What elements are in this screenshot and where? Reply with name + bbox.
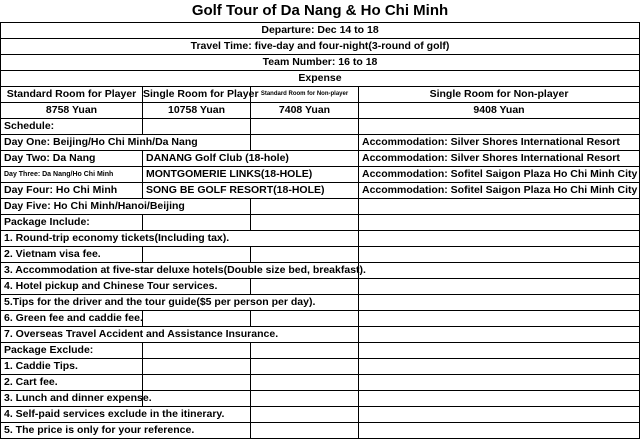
schedule-day-row <box>1 151 640 167</box>
include-item-row <box>1 247 640 263</box>
accommodation-cell: Accommodation: Silver Shores International Resort <box>359 135 640 151</box>
empty-cell <box>251 359 359 375</box>
golf-text: MONTGOMERIE LINKS(18-HOLE) <box>146 168 313 180</box>
expense-label: Expense <box>1 71 640 87</box>
empty-cell <box>359 263 640 279</box>
empty-cell <box>359 391 640 407</box>
itinerary-table <box>0 22 640 439</box>
empty-cell <box>359 343 640 359</box>
empty-cell <box>359 247 640 263</box>
empty-cell <box>143 391 251 407</box>
expense-price-row <box>1 103 640 119</box>
exclude-item-row <box>1 359 640 375</box>
include-item-row <box>1 311 640 327</box>
include-item: 1. Round-trip economy tickets(Including tax). <box>1 231 359 247</box>
golf-cell <box>143 151 289 167</box>
team-number-cell: Team Number: 16 to 18 <box>1 55 640 71</box>
day-cell <box>1 199 185 215</box>
empty-cell <box>359 295 640 311</box>
include-item-row <box>1 295 640 311</box>
exclude-item: 3. Lunch and dinner expense. <box>1 391 143 407</box>
include-item: 3. Accommodation at five-star deluxe hotels(Double size bed, breakfast). <box>1 263 359 279</box>
accommodation-cell: Accommodation: Sofitel Saigon Plaza Ho Chi Minh City <box>359 183 640 199</box>
empty-cell <box>359 119 640 135</box>
empty-cell <box>143 343 251 359</box>
empty-cell <box>251 407 359 423</box>
empty-cell <box>143 359 251 375</box>
empty-cell <box>251 279 359 295</box>
price-cell: 9408 Yuan <box>359 103 640 119</box>
empty-cell <box>251 311 359 327</box>
empty-cell <box>359 231 640 247</box>
travel-time-row <box>1 39 640 55</box>
day-cell: Day Four: Ho Chi Minh <box>1 183 143 199</box>
empty-cell <box>359 359 640 375</box>
expense-header-cell: Standard Room for Player <box>1 87 143 103</box>
include-item-row <box>1 263 640 279</box>
empty-cell <box>143 311 251 327</box>
empty-cell <box>359 279 640 295</box>
golf-text: DANANG Golf Club (18-hole) <box>146 152 289 164</box>
include-item: 2. Vietnam visa fee. <box>1 247 143 263</box>
package-include-label-row <box>1 215 640 231</box>
package-include-label: Package Include: <box>1 215 143 231</box>
exclude-item: 5. The price is only for your reference. <box>1 423 251 439</box>
empty-cell <box>251 119 359 135</box>
expense-row <box>1 71 640 87</box>
empty-cell <box>359 375 640 391</box>
empty-cell <box>359 215 640 231</box>
include-item: 7. Overseas Travel Accident and Assistance Insurance. <box>1 327 359 343</box>
price-cell: 8758 Yuan <box>1 103 143 119</box>
accommodation-cell: Accommodation: Sofitel Saigon Plaza Ho Chi Minh City <box>359 167 640 183</box>
schedule-day-row <box>1 135 640 151</box>
empty-cell <box>251 247 359 263</box>
include-item: 4. Hotel pickup and Chinese Tour services. <box>1 279 251 295</box>
exclude-item-row <box>1 423 640 439</box>
include-item: 6. Green fee and caddie fee. <box>1 311 143 327</box>
include-item-row <box>1 231 640 247</box>
empty-cell <box>251 215 359 231</box>
schedule-day-row <box>1 183 640 199</box>
golf-cell <box>143 183 325 199</box>
exclude-item-row <box>1 375 640 391</box>
package-exclude-label: Package Exclude: <box>1 343 143 359</box>
day-text: Day Five: Ho Chi Minh/Hanoi/Beijing <box>4 200 185 212</box>
empty-cell <box>143 247 251 263</box>
empty-cell <box>251 199 359 215</box>
empty-cell <box>359 423 640 439</box>
day-cell: Day Three: Da Nang/Ho Chi Minh <box>1 167 143 183</box>
empty-cell <box>359 327 640 343</box>
golf-cell <box>143 167 313 183</box>
empty-cell <box>143 375 251 391</box>
include-item-row <box>1 327 640 343</box>
exclude-item: 1. Caddie Tips. <box>1 359 143 375</box>
page-title: Golf Tour of Da Nang & Ho Chi Minh <box>191 2 449 19</box>
exclude-item-row <box>1 407 640 423</box>
empty-cell <box>143 215 251 231</box>
team-number-row <box>1 55 640 71</box>
schedule-day-row <box>1 167 640 183</box>
departure-row <box>1 23 640 39</box>
golf-text: SONG BE GOLF RESORT(18-HOLE) <box>146 184 325 196</box>
price-cell: 10758 Yuan <box>143 103 251 119</box>
travel-time-cell: Travel Time: five-day and four-night(3-round of golf) <box>1 39 640 55</box>
package-exclude-label-row <box>1 343 640 359</box>
schedule-label: Schedule: <box>1 119 143 135</box>
day-cell <box>1 135 198 151</box>
accommodation-cell: Accommodation: Silver Shores International Resort <box>359 151 640 167</box>
empty-cell <box>359 407 640 423</box>
expense-header-cell: Single Room for Player <box>143 87 251 103</box>
departure-cell: Departure: Dec 14 to 18 <box>1 23 640 39</box>
day-cell: Day Two: Da Nang <box>1 151 143 167</box>
accommodation-cell <box>359 199 640 215</box>
price-cell: 7408 Yuan <box>251 103 359 119</box>
empty-cell <box>251 135 359 151</box>
empty-cell <box>251 391 359 407</box>
expense-header-cell: Standard Room for Non-player <box>251 87 359 103</box>
exclude-item-row <box>1 391 640 407</box>
empty-cell <box>359 311 640 327</box>
day-text: Day One: Beijing/Ho Chi Minh/Da Nang <box>4 136 198 148</box>
schedule-day-row <box>1 199 640 215</box>
exclude-item: 4. Self-paid services exclude in the itinerary. <box>1 407 251 423</box>
empty-cell <box>251 423 359 439</box>
empty-cell <box>143 119 251 135</box>
empty-cell <box>251 375 359 391</box>
include-item: 5.Tips for the driver and the tour guide($5 per person per day). <box>1 295 359 311</box>
schedule-label-row <box>1 119 640 135</box>
exclude-item: 2. Cart fee. <box>1 375 143 391</box>
expense-header-row <box>1 87 640 103</box>
empty-cell <box>251 343 359 359</box>
expense-header-cell: Single Room for Non-player <box>359 87 640 103</box>
include-item-row <box>1 279 640 295</box>
